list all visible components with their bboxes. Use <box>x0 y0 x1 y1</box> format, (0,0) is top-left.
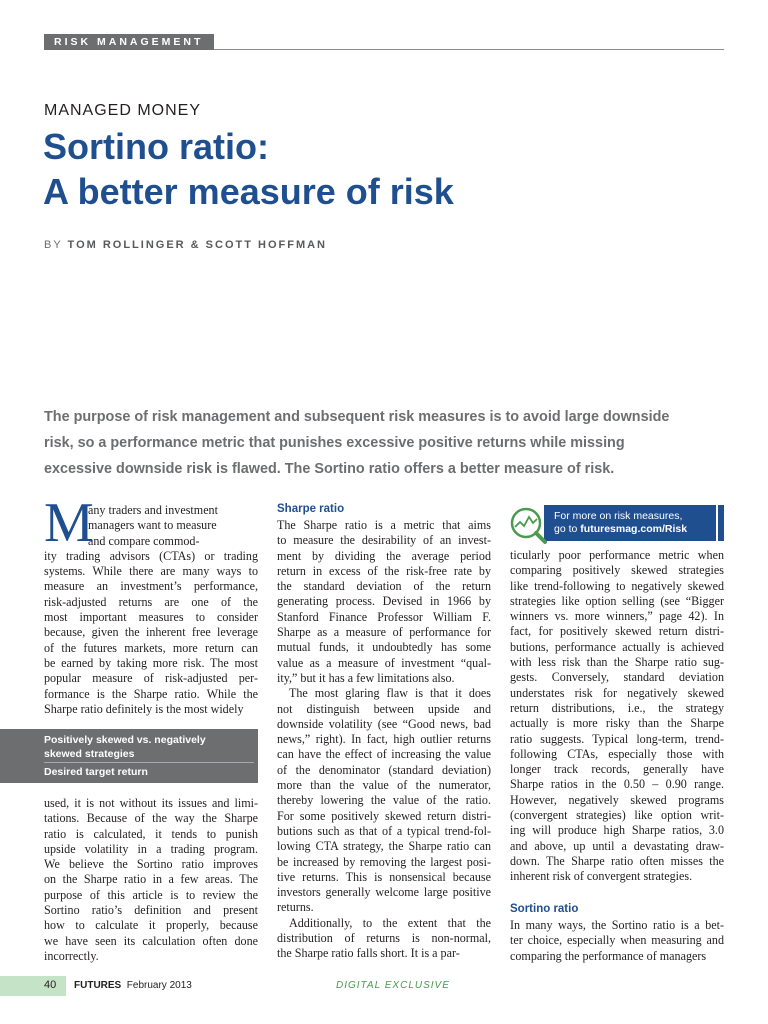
text-line: (convergent strategies) like option writ- <box>510 808 724 823</box>
text-line: inherent risk of convergent strategies. <box>510 869 693 884</box>
text-line: However, negatively skewed programs <box>510 792 724 807</box>
callout-prefix: go to <box>554 523 581 535</box>
text-line: ter choice, especially when measuring and <box>510 933 724 948</box>
sidebar-box <box>0 729 258 783</box>
text-line: The most glaring flaw is that it does <box>289 686 491 701</box>
magazine-info <box>74 980 192 991</box>
text-line: because, given the inherent free leverage <box>44 625 258 640</box>
text-line: not distinguish between upside and <box>277 701 491 716</box>
text-line: ity trading advisors (CTAs) or trading <box>44 548 258 563</box>
text-line: Sortino ratio’s definition and present <box>44 903 258 918</box>
kicker: MANAGED MONEY <box>44 102 202 119</box>
page-number: 40 <box>44 979 57 991</box>
text-line: systems. While there are many ways to <box>44 564 258 579</box>
text-line: return distributions, i.e., the strategy <box>510 700 724 715</box>
text-line: purpose of this article is to review the <box>44 887 258 902</box>
text-line: can have the effect of increasing the value <box>277 747 491 762</box>
column-2 <box>277 518 491 962</box>
deck-line: risk, so a performance metric that punishes excessive positive returns while missing <box>44 435 625 451</box>
text-line: butions, performance actually is achieved <box>510 639 724 654</box>
text-line: on the Sharpe ratio in a few areas. The <box>44 872 258 887</box>
issue-date: February 2013 <box>126 980 192 991</box>
text-line: lowing CTA strategy, the Sharpe ratio can <box>277 839 491 854</box>
text-line: Sharpe ratio definitely is the most widely <box>44 701 244 716</box>
text-line: For some positively skewed return distri- <box>277 808 491 823</box>
text-line: longer track records, generally have <box>510 762 724 777</box>
digital-exclusive-tag: DIGITAL EXCLUSIVE <box>336 980 450 991</box>
callout-line-2 <box>554 523 716 536</box>
text-line: return in excess of the risk-free rate by <box>277 563 491 578</box>
text-line: to measure the desirability of an invest- <box>277 533 491 548</box>
text-line: fact, for positively skewed return distri- <box>510 624 724 639</box>
text-line: news,” right). In fact, high outlier returns <box>277 732 491 747</box>
text-line: upside volatility in a trading program. <box>44 841 258 856</box>
text-line: down. The Sharpe ratio often misses the <box>510 853 724 868</box>
deck <box>44 404 744 482</box>
section-rule <box>214 49 724 50</box>
text-line: used, it is not without its issues and limi- <box>44 796 258 810</box>
text-line: most important measures to consider <box>44 610 258 625</box>
text-line: ratio suggests. Typical long-term, trend- <box>510 731 724 746</box>
text-line: with less risk than the Sharpe ratio sug- <box>510 655 724 670</box>
text-line: In many ways, the Sortino ratio is a bet- <box>510 918 724 932</box>
text-line: the standard deviation of the return <box>277 579 491 594</box>
text-line: formance is the Sharpe ratio. While the <box>44 686 258 701</box>
text-line: ing will produce high Sharpe ratios, 3.0 <box>510 823 724 838</box>
text-line: of the denominator (standard deviation) <box>277 762 491 777</box>
sidebar-item-1-line-2: skewed strategies <box>44 748 135 760</box>
byline-prefix: BY <box>44 239 63 251</box>
text-line: butions such as that of a typical trend-fol- <box>277 823 491 838</box>
text-line: following CTAs, especially those with <box>510 746 724 761</box>
text-line: strategies like option selling (see “Bigger <box>510 593 724 608</box>
text-line: understates risk for negatively skewed <box>510 685 724 700</box>
text-line: ticularly poor performance metric when <box>510 548 724 562</box>
text-line: Stanford Finance Professor William F. <box>277 609 491 624</box>
text-line: generating process. Devised in 1966 by <box>277 594 491 609</box>
text-line: thereby lowering the value of the ratio. <box>277 793 491 808</box>
text-line: The Sharpe ratio is a metric that aims <box>277 518 491 532</box>
text-line: comparing the performance of managers <box>510 948 707 963</box>
text-line: popular measure of risk-adjusted per- <box>44 671 258 686</box>
text-line: how to calculate it properly, because <box>44 918 258 933</box>
byline-authors: TOM ROLLINGER & SCOTT HOFFMAN <box>67 239 327 251</box>
text-line: winners vs. more winners,” page 42). In <box>510 609 724 624</box>
text-line: measure an investment’s performance, <box>44 579 258 594</box>
text-line: value as a measure of investment “qual- <box>277 655 491 670</box>
text-line: managers want to measure <box>88 518 217 533</box>
callout-line-1: For more on risk measures, <box>554 510 683 522</box>
callout-link[interactable]: futuresmag.com/Risk <box>580 523 688 535</box>
text-line: any traders and investment <box>88 503 218 517</box>
column-1-top <box>44 503 258 717</box>
text-line: incorrectly. <box>44 948 99 963</box>
callout-edge <box>718 505 724 541</box>
text-line: Sharpe as a measure of performance for <box>277 625 491 640</box>
text-line: Additionally, to the extent that the <box>289 915 491 930</box>
drop-cap: M <box>44 492 94 554</box>
text-line: and above, up until a devastating draw- <box>510 838 724 853</box>
text-line: investors generally welcome large positive <box>277 885 491 900</box>
callout-box[interactable] <box>544 505 716 541</box>
headline-line-2: A better measure of risk <box>43 171 454 212</box>
text-line: mutual funds, it undoubtedly has some <box>277 640 491 655</box>
text-line: be increased by removing the largest posi- <box>277 854 491 869</box>
text-line: returns. <box>277 900 314 915</box>
text-line: distribution of returns is non-normal, <box>277 931 491 946</box>
text-line: ratio is calculated, it tends to punish <box>44 826 258 841</box>
sidebar-item-1-line-1: Positively skewed vs. negatively <box>44 734 206 746</box>
text-line: of the futures markets, more return can <box>44 640 258 655</box>
text-line: We believe the Sortino ratio improves <box>44 857 258 872</box>
text-line: like trend-following to negatively skewed <box>510 578 724 593</box>
text-line: more than the value of the numerator, <box>277 778 491 793</box>
text-line: downside volatility (see “Good news, bad <box>277 716 491 731</box>
headline-line-1: Sortino ratio: <box>43 126 269 167</box>
magazine-name: FUTURES <box>74 980 122 991</box>
deck-line: excessive downside risk is flawed. The Sortino ratio offers a better measure of risk. <box>44 461 615 477</box>
text-line: risk-adjusted returns are one of the <box>44 594 258 609</box>
byline <box>44 239 327 251</box>
text-line: Sharpe ratios in the 0.50 – 0.90 range. <box>510 777 724 792</box>
text-line: and compare commod- <box>88 533 200 548</box>
text-line: we have seen its calculation often done <box>44 933 258 948</box>
magnifier-chart-icon <box>508 505 548 545</box>
sidebar-divider <box>44 762 254 763</box>
text-line: actually is more risky than the Sharpe <box>510 716 724 731</box>
deck-line: The purpose of risk management and subsequent risk measures is to avoid large downside <box>44 409 670 425</box>
text-line: tive returns. This is nonsensical because <box>277 869 491 884</box>
callout <box>508 505 724 541</box>
column-3 <box>510 548 724 885</box>
text-line: gests. Conversely, standard deviation <box>510 670 724 685</box>
subhead-sharpe-ratio: Sharpe ratio <box>277 503 345 515</box>
column-1-bottom <box>44 796 258 964</box>
text-line: comparing positively skewed strategies <box>510 563 724 578</box>
text-line: be earned by taking more risk. The most <box>44 655 258 670</box>
text-line: ment by dividing the average period <box>277 548 491 563</box>
section-label: RISK MANAGEMENT <box>44 34 214 50</box>
column-3-bottom <box>510 918 724 964</box>
text-line: ity,” but it has a few limitations also. <box>277 670 455 685</box>
headline <box>43 124 723 214</box>
text-line: the Sharpe ratio falls short. It is a par- <box>277 946 460 961</box>
sidebar-item-2: Desired target return <box>44 766 148 778</box>
subhead-sortino-ratio: Sortino ratio <box>510 903 579 915</box>
text-line: tations. Because of the way the Sharpe <box>44 811 258 826</box>
